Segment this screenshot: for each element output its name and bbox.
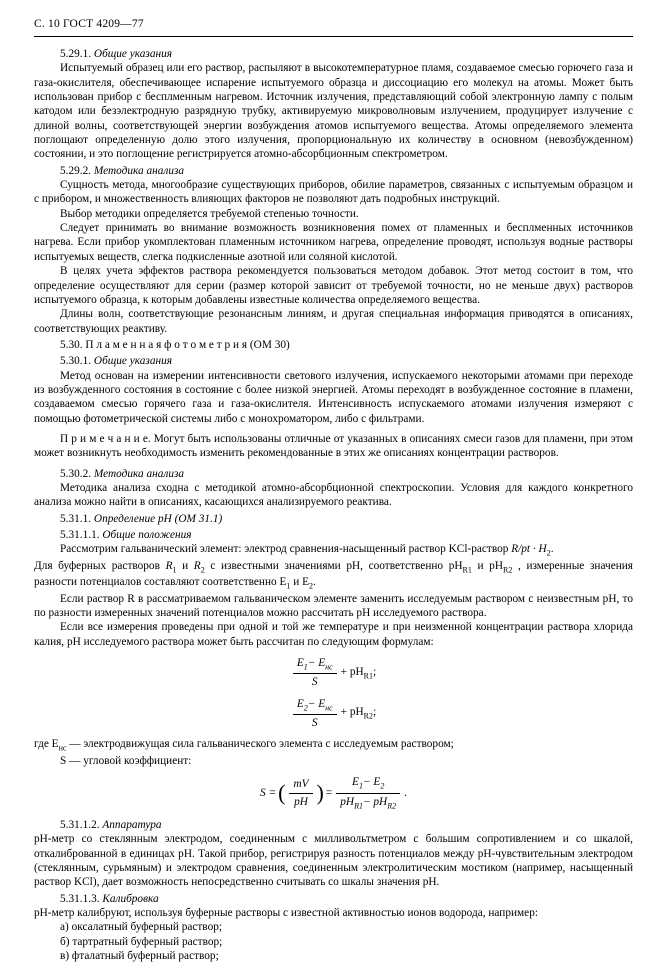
formula-3-denominator: $pH_{R1}- pH_{R2}$ [340,795,397,810]
formula-2 [34,697,633,731]
paragraph-5: В целях учета эффектов раствора рекомендуется пользоваться методом добавок. Этот метод состоит в том, что определение осуществляют для серии (размер которой зависит от требуемой точности, но не меньше двух) растворов испытуемого образца, к которым добавлены известные количества определяемого вещества. [34,265,633,306]
formula-inline-rpt: R/pt · H [511,543,547,556]
document-body [34,47,633,963]
formula-2-denominator: S [311,717,318,730]
formula-2-fraction [293,697,337,731]
formula-3-equals: = [325,786,333,799]
paragraph-9 [34,542,633,558]
paragraph-2: Сущность метода, многообразие существующих приборов, обилие параметров, связанных с испытуемым образцом и с прибором, и множественность влияющих факторов не позволяют дать подробных инструкций. [34,179,633,206]
paragraph-3: Выбор методики определяется требуемой степенью точности. [60,207,359,220]
p10-b: и [182,559,189,572]
section-title: Общие указания [93,48,172,60]
formula-1-tail: + $pH_{R1}$; [340,665,377,680]
section-heading-5-30-2 [34,467,633,481]
header-divider [34,36,633,37]
p10-f: и E [293,576,309,589]
paragraph-14: рН-метр со стеклянным электродом, соединенным с милливольтметром с большим сопротивлением и со шкалой, откалиброванной в единицах рН. Такой прибор, регистрируя разность потенциалов между рН-чувствительным электродом (стеклянным, сурьмяным) и электродом сравнения, соединенным электролитическим мостиком (например, насыщенный раствор KCl), дает возможность непосредственно считывать со шкалы значения рН. [34,833,633,889]
paragraph-11: Если раствор R в рассматриваемом гальваническом элементе заменить исследуемым раствором с неизвестным рН, то по разности измеренных значений потенциалов можно рассчитать рН исследуемого раствора. [34,592,633,619]
paragraph-7: Метод основан на измерении интенсивности светового излучения, испускаемого некоторыми атомами при переходе из возбужденного состояния в состояние с более низкой энергией. Атомы переходят в возбужденное состояние в пламени, создаваемом смесью горячего газа и газа-окислителя. Интенсивность испускаемого атомами излучения измеряют с помощью фотометрической системы либо с монохроматором, либо с фильтрами. [34,369,633,425]
paragraph-9-text: Рассмотрим гальванический элемент: электрод сравнения-насыщенный раствор KCl-раствор [60,543,509,556]
formula-3-fraction [336,775,400,811]
section-title: Методика анализа [93,467,185,480]
formula-3-units-num: mV [289,777,312,793]
list-item-c: в) фталатный буферный раствор; [60,950,219,963]
paragraph-15: рН-метр калибруют, используя буферные растворы с известной активностью ионов водорода, например: [34,907,538,920]
formula-3-right-paren: ) [316,780,324,806]
section-title: П л а м е н н а я ф о т о м е т р и я (ОМ 30) [85,338,290,351]
section-title: Определение рН (ОМ 31.1) [93,512,223,525]
section-number: 5.30.2. [60,467,92,480]
formula-3-lhs: S = [260,786,277,799]
paragraph-8: Методика анализа сходна с методикой атомно-абсорбционной спектроскопии. Условия для каждого конкретного анализа можно найти в описаниях, касающихся анализируемого реактива. [34,481,633,509]
section-heading-5-30-1 [34,354,633,368]
list-item-b: б) тартратный буферный раствор; [60,935,223,948]
enc-subscript: нс [58,743,67,753]
list-item-a: а) оксалатный буферный раствор; [60,921,223,934]
formula-3-period: . [404,786,407,799]
e2-subscript: 2 [309,581,313,591]
section-title: Аппаратура [102,819,162,831]
formula-1 [34,656,633,690]
formula-3-units-den: pH [294,795,308,808]
p13-a: где E [34,738,59,751]
paragraph-10 [34,559,633,592]
paragraph-13c: S — угловой коэффициент: [60,754,192,767]
section-number: 5.31.1.1. [60,529,100,541]
section-number: 5.30.1. [60,355,92,368]
formula-3-units-fraction [289,777,312,809]
section-number: 5.31.1.3. [60,892,100,905]
section-title: Методика анализа [93,164,185,177]
buffer-r2-subscript: 2 [200,565,205,574]
buffer-r1: R [165,559,173,572]
paragraph-6: Длины волн, соответствующие резонансным линиям, и другая специальная информация приводятся в описаниях, соответствующих реактиву. [34,308,633,335]
formula-3 [34,775,633,811]
section-number: 5.30. [60,338,83,351]
section-number: 5.29.1. [60,48,92,60]
formula-1-numerator: $E_1- E_{нс}$ [293,656,337,674]
formula-1-denominator: S [311,676,318,689]
page-header: С. 10 ГОСТ 4209—77 [34,18,144,30]
paragraph-13 [34,737,633,753]
formula-3-left-paren: ( [278,780,286,806]
phr2-subscript: R2 [503,565,513,574]
section-heading-5-29-1 [34,47,633,61]
paragraph-12: Если все измерения проведены при одной и той же температуре и при неизменной концентрации раствора хлорида калия, рН исследуемого раствора может быть рассчитан по следующим формулам: [34,621,633,648]
formula-2-tail: + $pH_{R2}$; [340,706,377,721]
formula-1-fraction [293,656,337,690]
section-heading-5-31-1-3 [34,892,633,906]
buffer-r1-subscript: 1 [172,565,177,574]
section-heading-5-29-2 [34,164,633,178]
paragraph-1: Испытуемый образец или его раствор, распыляют в высокотемпературное пламя, создаваемое смесью горючего газа и газа-окислителя, обеспечивающее испарение испытуемого образца и диссоциацию его молекул на атомы. Может быть использован прибор с бесплменным нагревом. Источник излучения, представляющий собой электронную лампу с полым катодом или безэлектродную разрядную трубку, активируемую микроволновым излучением, продуцирует излучение с длиной волны, соответствующей энергии возбуждения атомов испытуемого вещества. Атомы определяемого элемента поглощают определенную долю этого излучения, пропорциональную их количеству в основном (невозбужденном) состоянии, и это поглощение регистрируется атомно-абсорбционным спектрометром. [34,62,633,161]
section-heading-5-31-1-2 [34,818,633,832]
formula-3-numerator: $E_1- E_2$ [336,775,400,793]
note-paragraph: П р и м е ч а н и е. Могут быть использованы отличные от указанных в описаниях смеси газов для пламени, при этом может возникнуть необходимость изменить рекомендованные в этих же описаниях концентрации растворов. [34,432,633,460]
section-heading-5-31-1-1 [34,528,633,542]
section-number: 5.29.2. [60,164,92,177]
p10-a: Для буферных растворов [34,559,160,572]
p10-d: и рН [477,559,503,572]
paragraph-9-period: . [550,543,554,556]
section-heading-5-31-1 [34,512,633,526]
h2-subscript: 2 [546,548,551,558]
e1-subscript: 1 [286,581,291,591]
p13-b: — электродвижущая сила гальванического элемента с исследуемым раствором; [69,738,454,751]
section-title: Общие положения [102,529,192,541]
phr1-subscript: R1 [462,565,472,574]
section-title: Калибровка [102,892,159,905]
section-heading-5-30 [34,338,633,352]
p10-e: , измеренные значения разности потенциалов составляют соответственно E [34,559,634,589]
buffer-r2: R [193,559,201,572]
formula-2-numerator: $E_2- E_{нс}$ [293,697,337,715]
section-number: 5.31.1. [60,512,92,525]
paragraph-4: Следует принимать во внимание возможность возникновения помех от пламенных и бесплменных источников нагрева. Если прибор укомплектован пламенным источником нагрева, определение проводят, используя водные растворы испытуемых веществ, слегка подкисленные азотной или соляной кислотой. [34,222,633,263]
p10-c: с известными значениями рН, соответственно рН [210,559,463,572]
section-number: 5.31.1.2. [60,819,100,831]
p10-g: . [313,576,316,589]
section-title: Общие указания [93,355,172,368]
